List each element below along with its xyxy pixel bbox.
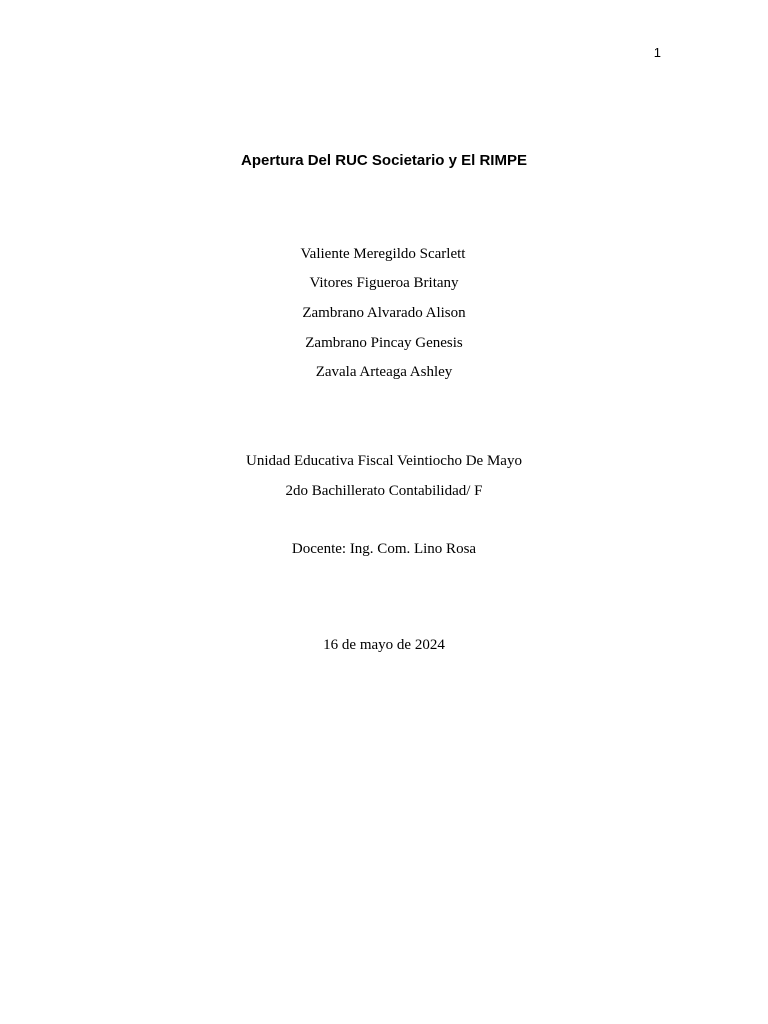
- institution-name: Unidad Educativa Fiscal Veintiocho De Mayo: [246, 453, 522, 469]
- document-date: 16 de mayo de 2024: [323, 637, 445, 653]
- teacher-name: Docente: Ing. Com. Lino Rosa: [291, 541, 477, 557]
- author-name: Zambrano Pincay Genesis: [305, 335, 463, 351]
- course-name: 2do Bachillerato Contabilidad/ F: [285, 483, 483, 499]
- author-name: Valiente Meregildo Scarlett: [300, 246, 466, 262]
- author-name: Vitores Figueroa Britany: [309, 275, 459, 291]
- author-name: Zavala Arteaga Ashley: [315, 364, 453, 380]
- page-number: 1: [653, 45, 661, 60]
- author-name: Zambrano Alvarado Alison: [302, 305, 466, 321]
- document-title: Apertura Del RUC Societario y El RIMPE: [241, 152, 527, 169]
